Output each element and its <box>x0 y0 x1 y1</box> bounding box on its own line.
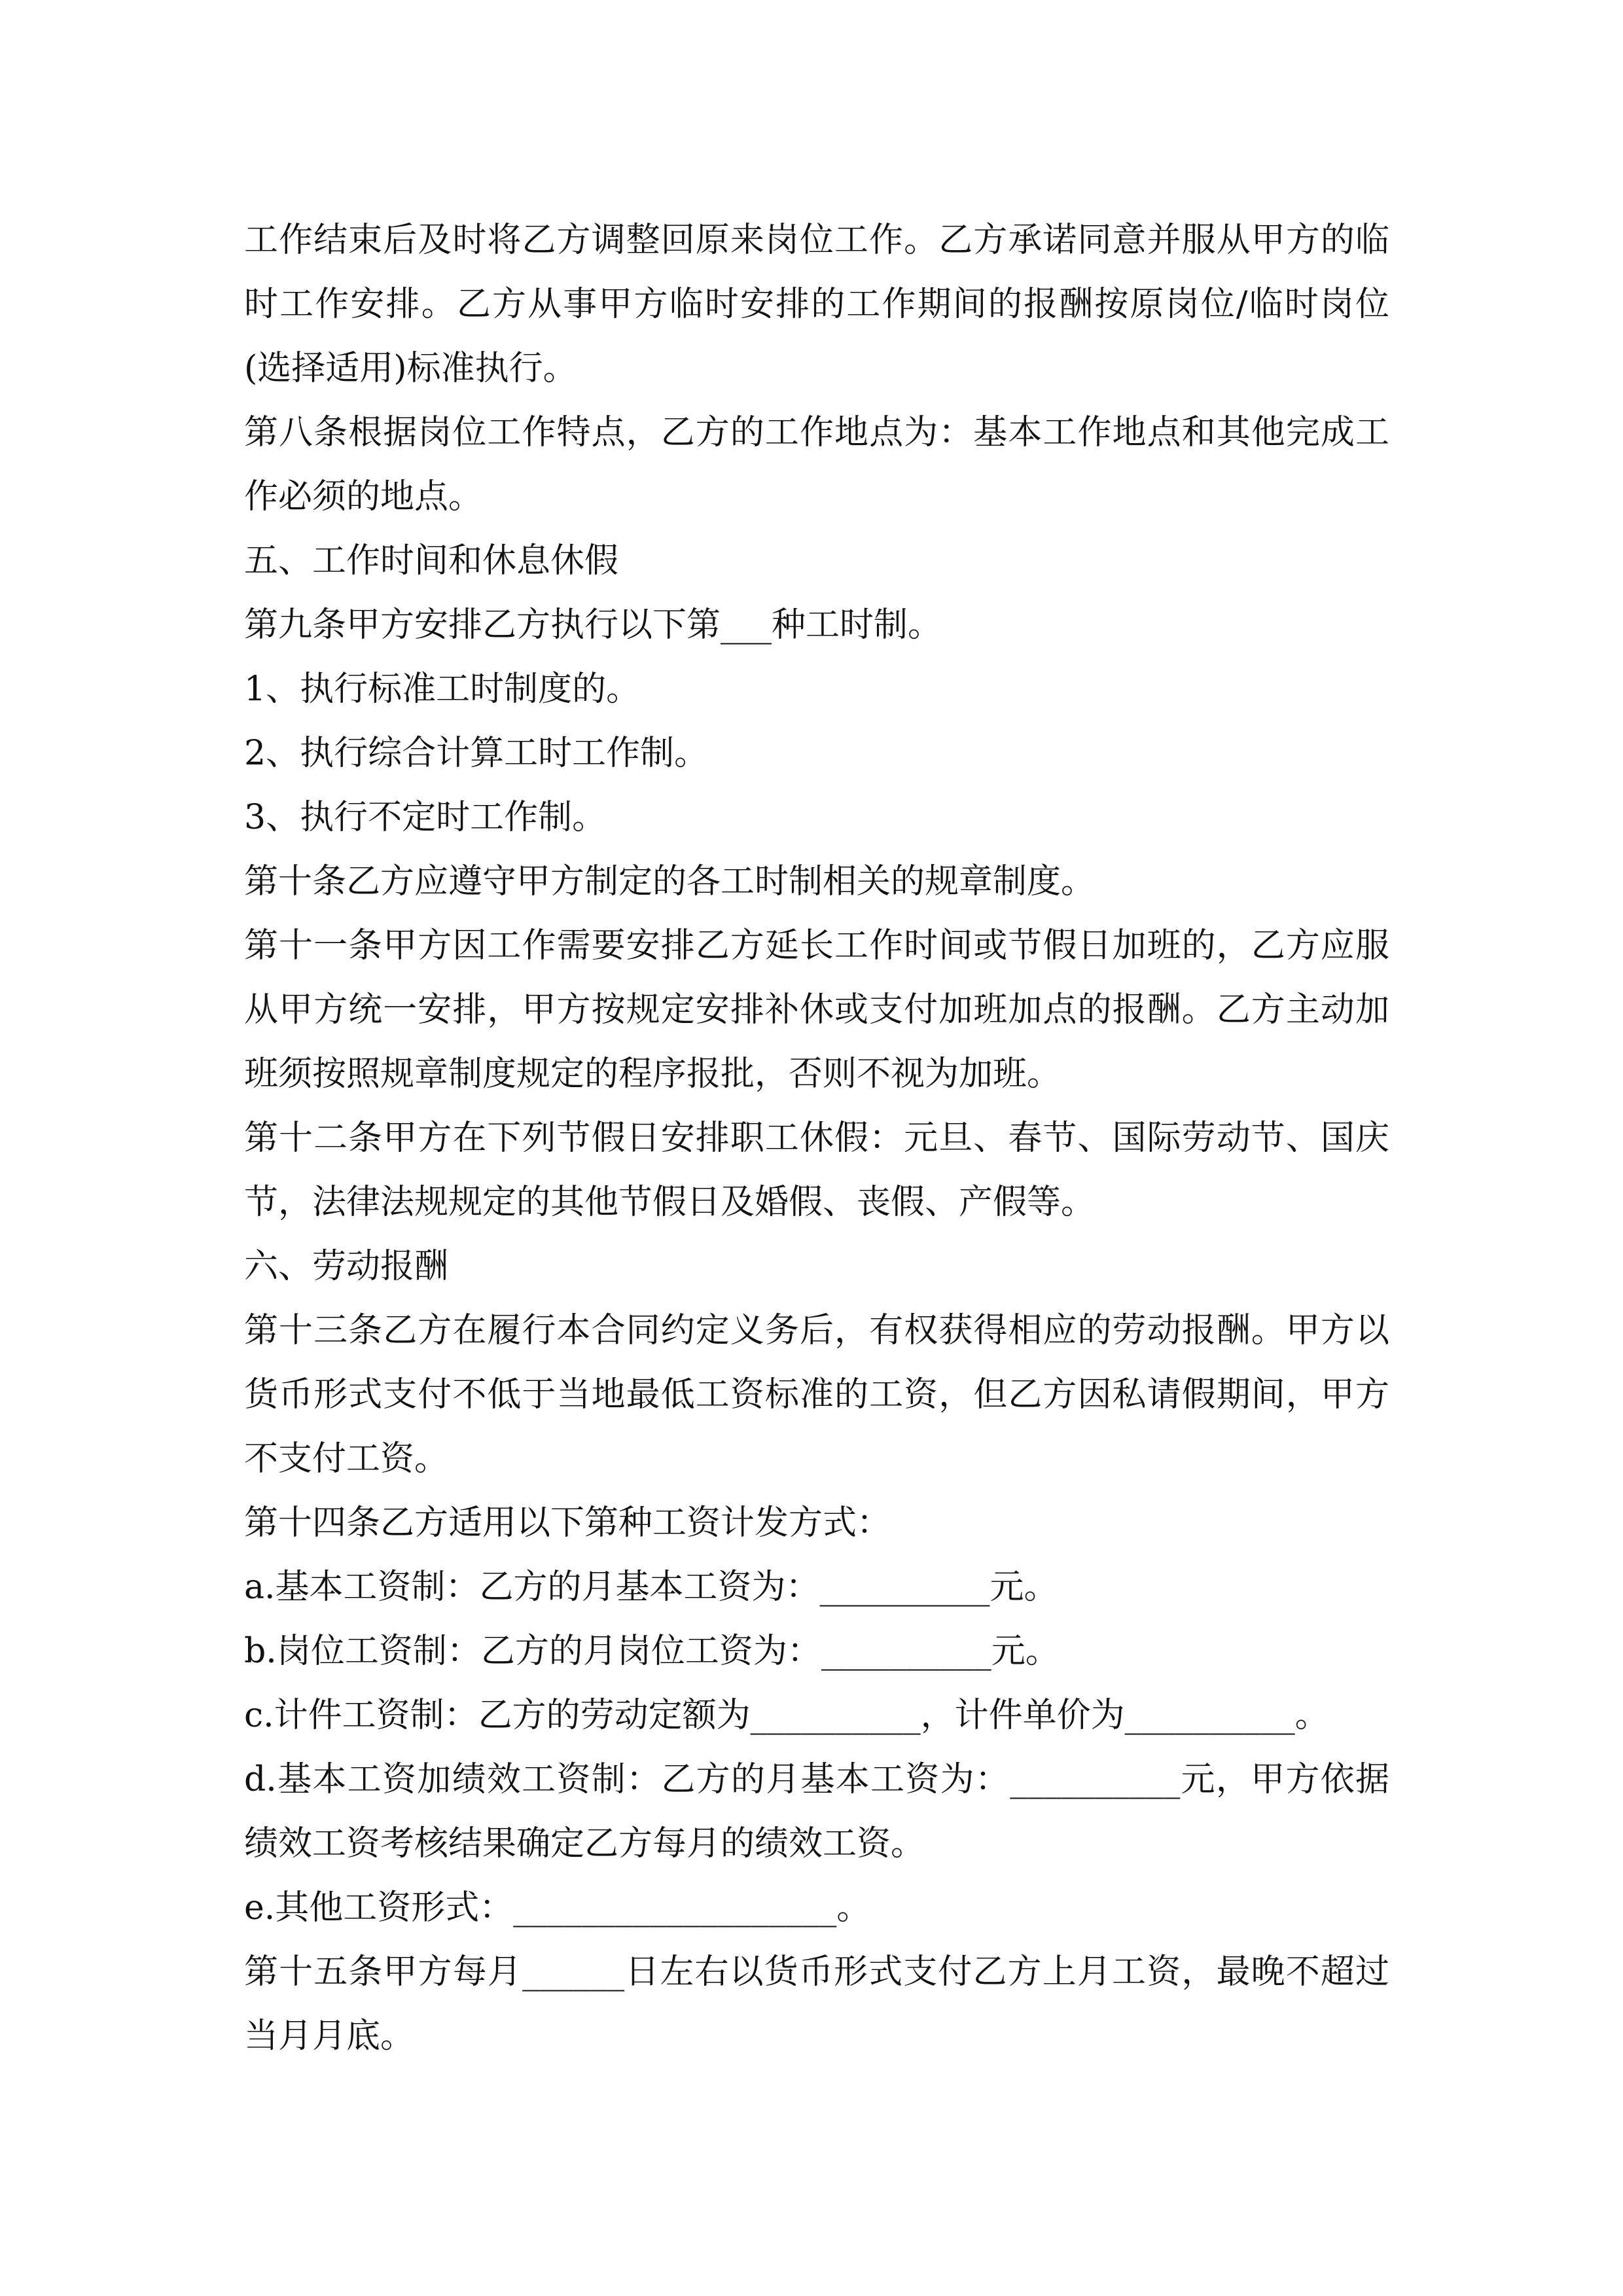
list-item-other-wage: e.其他工资形式：___________________。 <box>244 1888 871 1928</box>
document-page <box>244 208 1389 2068</box>
paragraph-article-13: 第十三条乙方在履行本合同约定义务后，有权获得相应的劳动报酬。甲方以货币形式支付不低于当地最低工资标准的工资，但乙方因私请假期间，甲方不支付工资。 <box>244 1311 1389 1479</box>
list-item-basic-wage: a.基本工资制：乙方的月基本工资为：__________元。 <box>244 1568 1058 1607</box>
paragraph-article-14: 第十四条乙方适用以下第种工资计发方式： <box>244 1503 891 1543</box>
list-item-piece-wage: c.计件工资制：乙方的劳动定额为__________，计件单价为__________。 <box>244 1696 1329 1735</box>
section-heading-working-hours: 五、工作时间和休息休假 <box>244 541 619 581</box>
list-item-comprehensive-hours: 2、执行综合计算工时工作制。 <box>244 734 709 773</box>
paragraph-article-9: 第九条甲方安排乙方执行以下第___种工时制。 <box>244 605 942 645</box>
paragraph-article-11: 第十一条甲方因工作需要安排乙方延长工作时间或节假日加班的，乙方应服从甲方统一安排，甲方按规定安排补休或支付加班加点的报酬。乙方主动加班须按照规章制度规定的程序报批，否则不视为加班。 <box>244 926 1389 1094</box>
paragraph-article-10: 第十条乙方应遵守甲方制定的各工时制相关的规章制度。 <box>244 862 1096 901</box>
list-item-flexible-hours: 3、执行不定时工作制。 <box>244 798 607 837</box>
list-item-standard-hours: 1、执行标准工时制度的。 <box>244 670 641 709</box>
paragraph-article-12: 第十二条甲方在下列节假日安排职工休假：元旦、春节、国际劳动节、国庆节，法律法规规定的其他节假日及婚假、丧假、产假等。 <box>244 1119 1389 1222</box>
paragraph-article-8: 第八条根据岗位工作特点，乙方的工作地点为：基本工作地点和其他完成工作必须的地点。 <box>244 413 1389 516</box>
list-item-position-wage: b.岗位工资制：乙方的月岗位工资为：__________元。 <box>244 1632 1060 1671</box>
paragraph-temporary-assignment: 工作结束后及时将乙方调整回原来岗位工作。乙方承诺同意并服从甲方的临时工作安排。乙方从事甲方临时安排的工作期间的报酬按原岗位/临时岗位(选择适用)标准执行。 <box>244 221 1389 388</box>
list-item-performance-wage: d.基本工资加绩效工资制：乙方的月基本工资为：__________元，甲方依据绩效工资考核结果确定乙方每月的绩效工资。 <box>244 1760 1389 1863</box>
paragraph-article-15: 第十五条甲方每月______日左右以货币形式支付乙方上月工资，最晚不超过当月月底。 <box>244 1952 1389 2056</box>
section-heading-remuneration: 六、劳动报酬 <box>244 1247 449 1286</box>
